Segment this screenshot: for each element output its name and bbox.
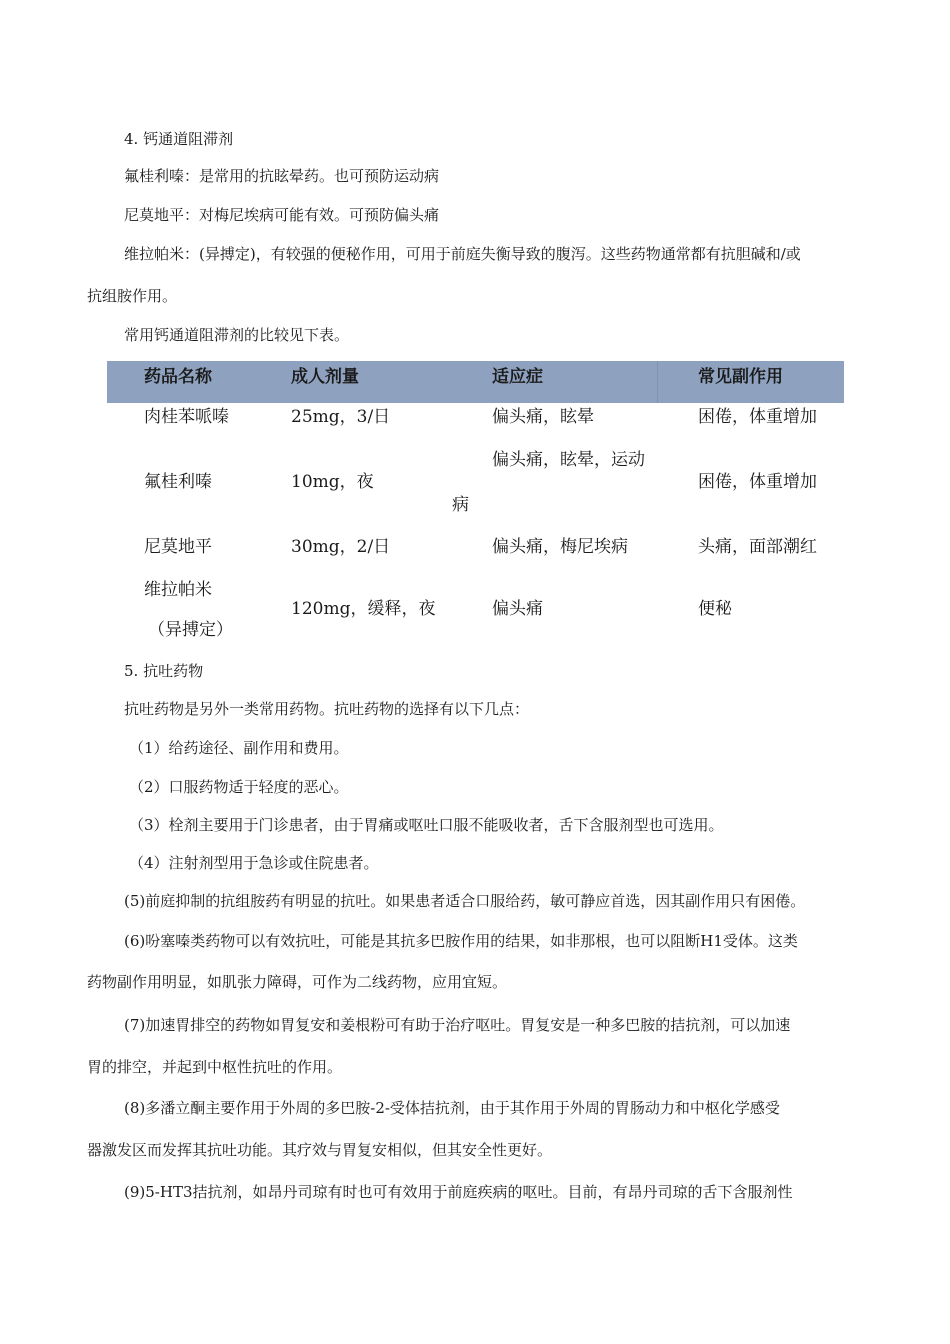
paragraph: 抗吐药物是另外一类常用药物。抗吐药物的选择有以下几点： <box>124 700 530 718</box>
paragraph: (9)5-HT3拮抗剂，如昂丹司琼有时也可有效用于前庭疾病的呕吐。目前，有昂丹司琼的舌下含服剂性 <box>124 1183 793 1201</box>
table-header-cell: 成人剂量 <box>291 367 359 387</box>
paragraph: (7)加速胃排空的药物如胃复安和姜根粉可有助于治疗呕吐。胃复安是一种多巴胺的拮抗剂，可以加速 <box>124 1016 791 1034</box>
table-header-cell: 药品名称 <box>144 367 212 387</box>
table-cell-name: 肉桂苯哌嗪 <box>144 407 229 427</box>
paragraph: 胃的排空，并起到中枢性抗吐的作用。 <box>87 1058 343 1076</box>
paragraph: 氟桂利嗪：是常用的抗眩晕药。也可预防运动病 <box>124 167 440 185</box>
table-header-cell: 适应症 <box>492 367 543 387</box>
paragraph: 常用钙通道阻滞剂的比较见下表。 <box>124 326 350 344</box>
table-cell-dose: 25mg，3/日 <box>291 407 391 427</box>
table-cell-name: 维拉帕米 <box>144 580 212 600</box>
paragraph: 维拉帕米：(异搏定)，有较强的便秘作用，可用于前庭失衡导致的腹泻。这些药物通常都有抗胆碱和/或 <box>124 245 801 263</box>
table-cell-name-wrap: （异搏定） <box>148 620 233 640</box>
paragraph: 抗组胺作用。 <box>87 287 178 305</box>
paragraph: 药物副作用明显，如肌张力障碍，可作为二线药物，应用宜短。 <box>87 973 508 991</box>
paragraph: (6)吩塞嗪类药物可以有效抗吐，可能是其抗多巴胺作用的结果，如非那根，也可以阻断H1受体。这类 <box>124 932 798 950</box>
table-cell-name: 氟桂利嗪 <box>144 472 212 492</box>
table-cell-indication-wrap: 病 <box>452 495 469 515</box>
table-cell-side-effect: 困倦，体重增加 <box>698 472 817 492</box>
table-header-cell: 常见副作用 <box>698 367 783 387</box>
list-item: （1）给药途径、副作用和费用。 <box>129 739 349 757</box>
list-item: （2）口服药物适于轻度的恶心。 <box>129 778 349 796</box>
table-cell-side-effect: 困倦，体重增加 <box>698 407 817 427</box>
paragraph: (5)前庭抑制的抗组胺药有明显的抗吐。如果患者适合口服给药，敏可静应首选，因其副作用只有困倦。 <box>124 892 806 910</box>
list-item: （3）栓剂主要用于门诊患者，由于胃痛或呕吐口服不能吸收者，舌下含服剂型也可选用。 <box>129 816 724 834</box>
paragraph: (8)多潘立酮主要作用于外周的多巴胺-2-受体拮抗剂，由于其作用于外周的胃肠动力和中枢化学感受 <box>124 1099 780 1117</box>
list-item: （4）注射剂型用于急诊或住院患者。 <box>129 854 379 872</box>
paragraph: 器激发区而发挥其抗吐功能。其疗效与胃复安相似，但其安全性更好。 <box>87 1141 553 1159</box>
table-cell-side-effect: 头痛，面部潮红 <box>698 537 817 557</box>
table-cell-indication: 偏头痛，眩晕 <box>492 407 594 427</box>
table-cell-indication: 偏头痛，梅尼埃病 <box>492 537 628 557</box>
section-heading: 4. 钙通道阻滞剂 <box>124 130 234 148</box>
table-cell-indication: 偏头痛，眩晕，运动 <box>492 450 645 470</box>
table-cell-dose: 30mg，2/日 <box>291 537 391 557</box>
table-cell-side-effect: 便秘 <box>698 599 732 619</box>
table-cell-name: 尼莫地平 <box>144 537 212 557</box>
table-cell-dose: 120mg，缓释，夜 <box>291 599 436 619</box>
paragraph: 尼莫地平：对梅尼埃病可能有效。可预防偏头痛 <box>124 206 440 224</box>
section-heading: 5. 抗吐药物 <box>124 662 204 680</box>
table-cell-dose: 10mg，夜 <box>291 472 374 492</box>
table-cell-indication: 偏头痛 <box>492 599 543 619</box>
